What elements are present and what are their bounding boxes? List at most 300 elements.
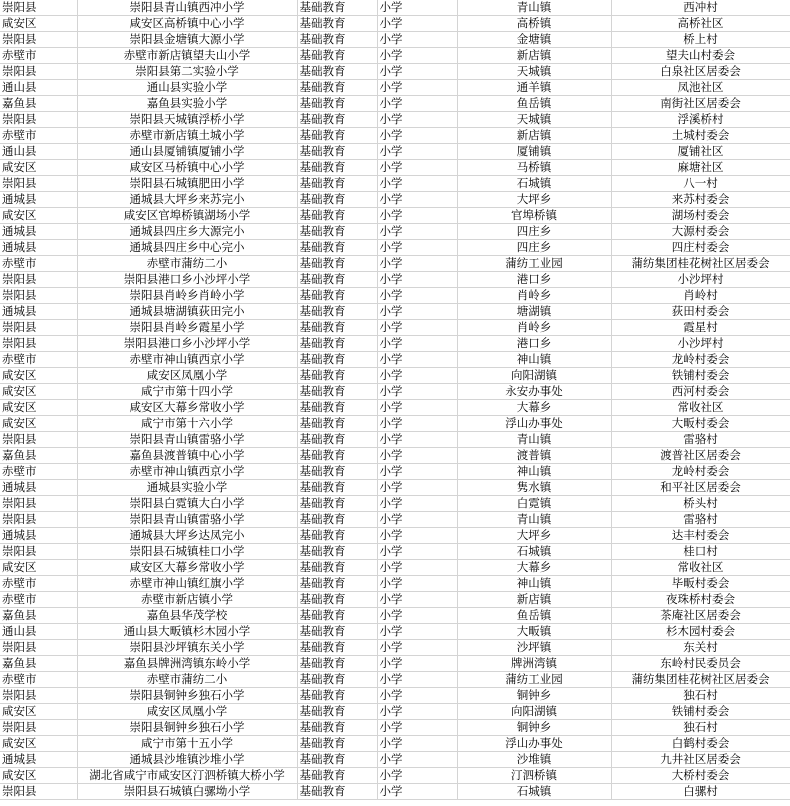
county-cell[interactable]: 咸安区 xyxy=(0,368,77,384)
township-cell[interactable]: 肖岭乡 xyxy=(457,320,611,336)
township-cell[interactable]: 厦铺镇 xyxy=(457,144,611,160)
county-cell[interactable]: 通城县 xyxy=(0,192,77,208)
county-cell[interactable]: 崇阳县 xyxy=(0,320,77,336)
school-level-cell[interactable]: 小学 xyxy=(377,544,457,560)
school-level-cell[interactable]: 小学 xyxy=(377,304,457,320)
school-name-cell[interactable]: 崇阳县港口乡小沙坪小学 xyxy=(77,336,297,352)
school-level-cell[interactable]: 小学 xyxy=(377,48,457,64)
education-type-cell[interactable]: 基础教育 xyxy=(297,384,377,400)
education-type-cell[interactable]: 基础教育 xyxy=(297,432,377,448)
school-name-cell[interactable]: 崇阳县石城镇桂口小学 xyxy=(77,544,297,560)
community-cell[interactable]: 常收社区 xyxy=(611,560,790,576)
school-name-cell[interactable]: 嘉鱼县华茂学校 xyxy=(77,608,297,624)
county-cell[interactable]: 崇阳县 xyxy=(0,0,77,16)
school-level-cell[interactable]: 小学 xyxy=(377,32,457,48)
community-cell[interactable]: 白骡村 xyxy=(611,784,790,800)
community-cell[interactable]: 和平社区居委会 xyxy=(611,480,790,496)
education-type-cell[interactable]: 基础教育 xyxy=(297,80,377,96)
township-cell[interactable]: 鱼岳镇 xyxy=(457,608,611,624)
school-name-cell[interactable]: 崇阳县铜钟乡独石小学 xyxy=(77,688,297,704)
community-cell[interactable]: 蒲纺集团桂花树社区居委会 xyxy=(611,672,790,688)
school-name-cell[interactable]: 嘉鱼县牌洲湾镇东岭小学 xyxy=(77,656,297,672)
community-cell[interactable]: 独石村 xyxy=(611,720,790,736)
school-name-cell[interactable]: 崇阳县青山镇雷骆小学 xyxy=(77,512,297,528)
school-level-cell[interactable]: 小学 xyxy=(377,352,457,368)
community-cell[interactable]: 大源村委会 xyxy=(611,224,790,240)
school-name-cell[interactable]: 湖北省咸宁市咸安区汀泗桥镇大桥小学 xyxy=(77,768,297,784)
school-name-cell[interactable]: 赤壁市神山镇西京小学 xyxy=(77,464,297,480)
county-cell[interactable]: 崇阳县 xyxy=(0,640,77,656)
community-cell[interactable]: 四庄村委会 xyxy=(611,240,790,256)
school-name-cell[interactable]: 咸宁市第十四小学 xyxy=(77,384,297,400)
county-cell[interactable]: 咸安区 xyxy=(0,416,77,432)
school-name-cell[interactable]: 崇阳县白霓镇大白小学 xyxy=(77,496,297,512)
education-type-cell[interactable]: 基础教育 xyxy=(297,720,377,736)
county-cell[interactable]: 通城县 xyxy=(0,224,77,240)
education-type-cell[interactable]: 基础教育 xyxy=(297,176,377,192)
township-cell[interactable]: 港口乡 xyxy=(457,272,611,288)
community-cell[interactable]: 凤池社区 xyxy=(611,80,790,96)
township-cell[interactable]: 青山镇 xyxy=(457,432,611,448)
school-name-cell[interactable]: 通城县大坪乡来苏完小 xyxy=(77,192,297,208)
school-level-cell[interactable]: 小学 xyxy=(377,336,457,352)
community-cell[interactable]: 桂口村 xyxy=(611,544,790,560)
school-name-cell[interactable]: 赤壁市神山镇红旗小学 xyxy=(77,576,297,592)
school-name-cell[interactable]: 通山县大畈镇杉木园小学 xyxy=(77,624,297,640)
county-cell[interactable]: 咸安区 xyxy=(0,736,77,752)
township-cell[interactable]: 大畈镇 xyxy=(457,624,611,640)
education-type-cell[interactable]: 基础教育 xyxy=(297,48,377,64)
township-cell[interactable]: 沙坪镇 xyxy=(457,640,611,656)
community-cell[interactable]: 达丰村委会 xyxy=(611,528,790,544)
school-level-cell[interactable]: 小学 xyxy=(377,432,457,448)
county-cell[interactable]: 崇阳县 xyxy=(0,688,77,704)
school-name-cell[interactable]: 赤壁市新店镇土城小学 xyxy=(77,128,297,144)
school-name-cell[interactable]: 崇阳县天城镇浮桥小学 xyxy=(77,112,297,128)
education-type-cell[interactable]: 基础教育 xyxy=(297,112,377,128)
county-cell[interactable]: 赤壁市 xyxy=(0,48,77,64)
community-cell[interactable]: 龙岭村委会 xyxy=(611,464,790,480)
school-level-cell[interactable]: 小学 xyxy=(377,96,457,112)
county-cell[interactable]: 崇阳县 xyxy=(0,272,77,288)
school-level-cell[interactable]: 小学 xyxy=(377,256,457,272)
county-cell[interactable]: 崇阳县 xyxy=(0,544,77,560)
school-level-cell[interactable]: 小学 xyxy=(377,608,457,624)
township-cell[interactable]: 大坪乡 xyxy=(457,192,611,208)
township-cell[interactable]: 隽水镇 xyxy=(457,480,611,496)
education-type-cell[interactable]: 基础教育 xyxy=(297,624,377,640)
township-cell[interactable]: 四庄乡 xyxy=(457,240,611,256)
community-cell[interactable]: 西河村委会 xyxy=(611,384,790,400)
county-cell[interactable]: 崇阳县 xyxy=(0,176,77,192)
township-cell[interactable]: 沙堆镇 xyxy=(457,752,611,768)
township-cell[interactable]: 新店镇 xyxy=(457,128,611,144)
school-name-cell[interactable]: 赤壁市神山镇西京小学 xyxy=(77,352,297,368)
education-type-cell[interactable]: 基础教育 xyxy=(297,368,377,384)
township-cell[interactable]: 港口乡 xyxy=(457,336,611,352)
community-cell[interactable]: 铁铺村委会 xyxy=(611,704,790,720)
school-name-cell[interactable]: 赤壁市新店镇望夫山小学 xyxy=(77,48,297,64)
community-cell[interactable]: 望夫山村委会 xyxy=(611,48,790,64)
education-type-cell[interactable]: 基础教育 xyxy=(297,640,377,656)
education-type-cell[interactable]: 基础教育 xyxy=(297,512,377,528)
school-name-cell[interactable]: 咸宁市第十六小学 xyxy=(77,416,297,432)
community-cell[interactable]: 麻塘社区 xyxy=(611,160,790,176)
education-type-cell[interactable]: 基础教育 xyxy=(297,480,377,496)
county-cell[interactable]: 崇阳县 xyxy=(0,720,77,736)
township-cell[interactable]: 青山镇 xyxy=(457,0,611,16)
community-cell[interactable]: 小沙坪村 xyxy=(611,336,790,352)
township-cell[interactable]: 蒲纺工业园 xyxy=(457,256,611,272)
township-cell[interactable]: 渡普镇 xyxy=(457,448,611,464)
community-cell[interactable]: 毕畈村委会 xyxy=(611,576,790,592)
township-cell[interactable]: 汀泗桥镇 xyxy=(457,768,611,784)
county-cell[interactable]: 崇阳县 xyxy=(0,496,77,512)
school-level-cell[interactable]: 小学 xyxy=(377,672,457,688)
school-name-cell[interactable]: 咸安区马桥镇中心小学 xyxy=(77,160,297,176)
school-name-cell[interactable]: 咸安区大幕乡常收小学 xyxy=(77,560,297,576)
education-type-cell[interactable]: 基础教育 xyxy=(297,240,377,256)
education-type-cell[interactable]: 基础教育 xyxy=(297,496,377,512)
community-cell[interactable]: 雷骆村 xyxy=(611,432,790,448)
education-type-cell[interactable]: 基础教育 xyxy=(297,144,377,160)
school-name-cell[interactable]: 赤壁市蒲纺二小 xyxy=(77,256,297,272)
school-level-cell[interactable]: 小学 xyxy=(377,624,457,640)
township-cell[interactable]: 浮山办事处 xyxy=(457,416,611,432)
education-type-cell[interactable]: 基础教育 xyxy=(297,16,377,32)
township-cell[interactable]: 鱼岳镇 xyxy=(457,96,611,112)
education-type-cell[interactable]: 基础教育 xyxy=(297,272,377,288)
school-level-cell[interactable]: 小学 xyxy=(377,784,457,800)
township-cell[interactable]: 塘湖镇 xyxy=(457,304,611,320)
school-level-cell[interactable]: 小学 xyxy=(377,64,457,80)
school-name-cell[interactable]: 咸安区凤凰小学 xyxy=(77,368,297,384)
community-cell[interactable]: 九井社区居委会 xyxy=(611,752,790,768)
school-level-cell[interactable]: 小学 xyxy=(377,704,457,720)
township-cell[interactable]: 神山镇 xyxy=(457,576,611,592)
school-level-cell[interactable]: 小学 xyxy=(377,112,457,128)
school-name-cell[interactable]: 咸安区官埠桥镇湖场小学 xyxy=(77,208,297,224)
school-level-cell[interactable]: 小学 xyxy=(377,480,457,496)
community-cell[interactable]: 铁铺村委会 xyxy=(611,368,790,384)
county-cell[interactable]: 嘉鱼县 xyxy=(0,656,77,672)
education-type-cell[interactable]: 基础教育 xyxy=(297,656,377,672)
education-type-cell[interactable]: 基础教育 xyxy=(297,304,377,320)
community-cell[interactable]: 高桥社区 xyxy=(611,16,790,32)
school-name-cell[interactable]: 通城县四庄乡大源完小 xyxy=(77,224,297,240)
county-cell[interactable]: 崇阳县 xyxy=(0,32,77,48)
county-cell[interactable]: 咸安区 xyxy=(0,560,77,576)
education-type-cell[interactable]: 基础教育 xyxy=(297,560,377,576)
education-type-cell[interactable]: 基础教育 xyxy=(297,288,377,304)
school-level-cell[interactable]: 小学 xyxy=(377,288,457,304)
county-cell[interactable]: 崇阳县 xyxy=(0,512,77,528)
community-cell[interactable]: 蒲纺集团桂花树社区居委会 xyxy=(611,256,790,272)
education-type-cell[interactable]: 基础教育 xyxy=(297,528,377,544)
county-cell[interactable]: 通城县 xyxy=(0,528,77,544)
county-cell[interactable]: 赤壁市 xyxy=(0,464,77,480)
school-level-cell[interactable]: 小学 xyxy=(377,208,457,224)
school-name-cell[interactable]: 通城县沙堆镇沙堆小学 xyxy=(77,752,297,768)
county-cell[interactable]: 嘉鱼县 xyxy=(0,96,77,112)
county-cell[interactable]: 赤壁市 xyxy=(0,352,77,368)
county-cell[interactable]: 通城县 xyxy=(0,240,77,256)
community-cell[interactable]: 茶庵社区居委会 xyxy=(611,608,790,624)
community-cell[interactable]: 湖场村委会 xyxy=(611,208,790,224)
education-type-cell[interactable]: 基础教育 xyxy=(297,544,377,560)
community-cell[interactable]: 大畈村委会 xyxy=(611,416,790,432)
township-cell[interactable]: 青山镇 xyxy=(457,512,611,528)
school-name-cell[interactable]: 崇阳县沙坪镇东关小学 xyxy=(77,640,297,656)
education-type-cell[interactable]: 基础教育 xyxy=(297,688,377,704)
county-cell[interactable]: 咸安区 xyxy=(0,384,77,400)
school-name-cell[interactable]: 通城县塘湖镇荻田完小 xyxy=(77,304,297,320)
community-cell[interactable]: 八一村 xyxy=(611,176,790,192)
township-cell[interactable]: 肖岭乡 xyxy=(457,288,611,304)
education-type-cell[interactable]: 基础教育 xyxy=(297,736,377,752)
township-cell[interactable]: 铜钟乡 xyxy=(457,688,611,704)
county-cell[interactable]: 咸安区 xyxy=(0,16,77,32)
county-cell[interactable]: 赤壁市 xyxy=(0,256,77,272)
school-name-cell[interactable]: 崇阳县金塘镇大源小学 xyxy=(77,32,297,48)
school-name-cell[interactable]: 赤壁市蒲纺二小 xyxy=(77,672,297,688)
education-type-cell[interactable]: 基础教育 xyxy=(297,784,377,800)
county-cell[interactable]: 嘉鱼县 xyxy=(0,448,77,464)
county-cell[interactable]: 嘉鱼县 xyxy=(0,608,77,624)
school-level-cell[interactable]: 小学 xyxy=(377,768,457,784)
community-cell[interactable]: 东关村 xyxy=(611,640,790,656)
township-cell[interactable]: 四庄乡 xyxy=(457,224,611,240)
school-name-cell[interactable]: 崇阳县青山镇西冲小学 xyxy=(77,0,297,16)
county-cell[interactable]: 崇阳县 xyxy=(0,336,77,352)
school-name-cell[interactable]: 嘉鱼县实验小学 xyxy=(77,96,297,112)
township-cell[interactable]: 天城镇 xyxy=(457,64,611,80)
education-type-cell[interactable]: 基础教育 xyxy=(297,592,377,608)
county-cell[interactable]: 崇阳县 xyxy=(0,64,77,80)
community-cell[interactable]: 桥头村 xyxy=(611,496,790,512)
county-cell[interactable]: 崇阳县 xyxy=(0,288,77,304)
township-cell[interactable]: 蒲纺工业园 xyxy=(457,672,611,688)
county-cell[interactable]: 赤壁市 xyxy=(0,576,77,592)
school-name-cell[interactable]: 崇阳县青山镇雷骆小学 xyxy=(77,432,297,448)
county-cell[interactable]: 咸安区 xyxy=(0,704,77,720)
county-cell[interactable]: 崇阳县 xyxy=(0,112,77,128)
township-cell[interactable]: 浮山办事处 xyxy=(457,736,611,752)
education-type-cell[interactable]: 基础教育 xyxy=(297,256,377,272)
school-name-cell[interactable]: 咸安区凤凰小学 xyxy=(77,704,297,720)
school-name-cell[interactable]: 赤壁市新店镇小学 xyxy=(77,592,297,608)
school-level-cell[interactable]: 小学 xyxy=(377,640,457,656)
community-cell[interactable]: 龙岭村委会 xyxy=(611,352,790,368)
community-cell[interactable]: 白泉社区居委会 xyxy=(611,64,790,80)
community-cell[interactable]: 来苏村委会 xyxy=(611,192,790,208)
community-cell[interactable]: 霞星村 xyxy=(611,320,790,336)
township-cell[interactable]: 高桥镇 xyxy=(457,16,611,32)
education-type-cell[interactable]: 基础教育 xyxy=(297,704,377,720)
education-type-cell[interactable]: 基础教育 xyxy=(297,192,377,208)
county-cell[interactable]: 赤壁市 xyxy=(0,672,77,688)
community-cell[interactable]: 小沙坪村 xyxy=(611,272,790,288)
township-cell[interactable]: 新店镇 xyxy=(457,592,611,608)
education-type-cell[interactable]: 基础教育 xyxy=(297,336,377,352)
education-type-cell[interactable]: 基础教育 xyxy=(297,608,377,624)
township-cell[interactable]: 向阳湖镇 xyxy=(457,704,611,720)
school-level-cell[interactable]: 小学 xyxy=(377,752,457,768)
education-type-cell[interactable]: 基础教育 xyxy=(297,768,377,784)
community-cell[interactable]: 南街社区居委会 xyxy=(611,96,790,112)
education-type-cell[interactable]: 基础教育 xyxy=(297,448,377,464)
county-cell[interactable]: 咸安区 xyxy=(0,208,77,224)
county-cell[interactable]: 通山县 xyxy=(0,80,77,96)
school-level-cell[interactable]: 小学 xyxy=(377,528,457,544)
education-type-cell[interactable]: 基础教育 xyxy=(297,0,377,16)
township-cell[interactable]: 大坪乡 xyxy=(457,528,611,544)
township-cell[interactable]: 新店镇 xyxy=(457,48,611,64)
education-type-cell[interactable]: 基础教育 xyxy=(297,96,377,112)
education-type-cell[interactable]: 基础教育 xyxy=(297,416,377,432)
township-cell[interactable]: 永安办事处 xyxy=(457,384,611,400)
county-cell[interactable]: 咸安区 xyxy=(0,400,77,416)
community-cell[interactable]: 东岭村民委员会 xyxy=(611,656,790,672)
school-level-cell[interactable]: 小学 xyxy=(377,224,457,240)
school-name-cell[interactable]: 崇阳县第二实验小学 xyxy=(77,64,297,80)
school-level-cell[interactable]: 小学 xyxy=(377,416,457,432)
township-cell[interactable]: 通羊镇 xyxy=(457,80,611,96)
township-cell[interactable]: 神山镇 xyxy=(457,464,611,480)
school-name-cell[interactable]: 通山县实验小学 xyxy=(77,80,297,96)
township-cell[interactable]: 神山镇 xyxy=(457,352,611,368)
community-cell[interactable]: 肖岭村 xyxy=(611,288,790,304)
county-cell[interactable]: 崇阳县 xyxy=(0,784,77,800)
education-type-cell[interactable]: 基础教育 xyxy=(297,752,377,768)
school-name-cell[interactable]: 咸宁市第十五小学 xyxy=(77,736,297,752)
school-name-cell[interactable]: 通城县四庄乡中心完小 xyxy=(77,240,297,256)
township-cell[interactable]: 石城镇 xyxy=(457,784,611,800)
school-level-cell[interactable]: 小学 xyxy=(377,736,457,752)
education-type-cell[interactable]: 基础教育 xyxy=(297,672,377,688)
community-cell[interactable]: 土城村委会 xyxy=(611,128,790,144)
education-type-cell[interactable]: 基础教育 xyxy=(297,128,377,144)
community-cell[interactable]: 常收社区 xyxy=(611,400,790,416)
education-type-cell[interactable]: 基础教育 xyxy=(297,32,377,48)
education-type-cell[interactable]: 基础教育 xyxy=(297,208,377,224)
school-level-cell[interactable]: 小学 xyxy=(377,240,457,256)
county-cell[interactable]: 通山县 xyxy=(0,144,77,160)
county-cell[interactable]: 通城县 xyxy=(0,480,77,496)
school-level-cell[interactable]: 小学 xyxy=(377,160,457,176)
education-type-cell[interactable]: 基础教育 xyxy=(297,224,377,240)
education-type-cell[interactable]: 基础教育 xyxy=(297,576,377,592)
community-cell[interactable]: 西冲村 xyxy=(611,0,790,16)
county-cell[interactable]: 通城县 xyxy=(0,304,77,320)
school-name-cell[interactable]: 崇阳县肖岭乡肖岭小学 xyxy=(77,288,297,304)
school-name-cell[interactable]: 通城县实验小学 xyxy=(77,480,297,496)
school-name-cell[interactable]: 嘉鱼县渡普镇中心小学 xyxy=(77,448,297,464)
township-cell[interactable]: 天城镇 xyxy=(457,112,611,128)
school-level-cell[interactable]: 小学 xyxy=(377,720,457,736)
community-cell[interactable]: 桥上村 xyxy=(611,32,790,48)
school-level-cell[interactable]: 小学 xyxy=(377,656,457,672)
township-cell[interactable]: 金塘镇 xyxy=(457,32,611,48)
township-cell[interactable]: 官埠桥镇 xyxy=(457,208,611,224)
school-name-cell[interactable]: 通山县厦铺镇厦铺小学 xyxy=(77,144,297,160)
education-type-cell[interactable]: 基础教育 xyxy=(297,464,377,480)
township-cell[interactable]: 铜钟乡 xyxy=(457,720,611,736)
community-cell[interactable]: 雷骆村 xyxy=(611,512,790,528)
community-cell[interactable]: 渡普社区居委会 xyxy=(611,448,790,464)
school-name-cell[interactable]: 崇阳县铜钟乡独石小学 xyxy=(77,720,297,736)
school-level-cell[interactable]: 小学 xyxy=(377,144,457,160)
school-level-cell[interactable]: 小学 xyxy=(377,464,457,480)
school-level-cell[interactable]: 小学 xyxy=(377,0,457,16)
school-level-cell[interactable]: 小学 xyxy=(377,384,457,400)
school-level-cell[interactable]: 小学 xyxy=(377,192,457,208)
school-name-cell[interactable]: 咸安区大幕乡常收小学 xyxy=(77,400,297,416)
county-cell[interactable]: 赤壁市 xyxy=(0,128,77,144)
school-level-cell[interactable]: 小学 xyxy=(377,368,457,384)
community-cell[interactable]: 独石村 xyxy=(611,688,790,704)
school-level-cell[interactable]: 小学 xyxy=(377,400,457,416)
school-level-cell[interactable]: 小学 xyxy=(377,576,457,592)
community-cell[interactable]: 浮溪桥村 xyxy=(611,112,790,128)
education-type-cell[interactable]: 基础教育 xyxy=(297,400,377,416)
school-level-cell[interactable]: 小学 xyxy=(377,272,457,288)
school-level-cell[interactable]: 小学 xyxy=(377,592,457,608)
school-level-cell[interactable]: 小学 xyxy=(377,688,457,704)
school-name-cell[interactable]: 崇阳县石城镇肥田小学 xyxy=(77,176,297,192)
county-cell[interactable]: 咸安区 xyxy=(0,160,77,176)
county-cell[interactable]: 咸安区 xyxy=(0,768,77,784)
school-level-cell[interactable]: 小学 xyxy=(377,80,457,96)
county-cell[interactable]: 崇阳县 xyxy=(0,432,77,448)
township-cell[interactable]: 大幕乡 xyxy=(457,560,611,576)
township-cell[interactable]: 石城镇 xyxy=(457,544,611,560)
community-cell[interactable]: 夜珠桥村委会 xyxy=(611,592,790,608)
education-type-cell[interactable]: 基础教育 xyxy=(297,352,377,368)
school-level-cell[interactable]: 小学 xyxy=(377,320,457,336)
school-level-cell[interactable]: 小学 xyxy=(377,16,457,32)
community-cell[interactable]: 厦铺社区 xyxy=(611,144,790,160)
county-cell[interactable]: 赤壁市 xyxy=(0,592,77,608)
community-cell[interactable]: 杉木园村委会 xyxy=(611,624,790,640)
community-cell[interactable]: 大桥村委会 xyxy=(611,768,790,784)
county-cell[interactable]: 通城县 xyxy=(0,752,77,768)
education-type-cell[interactable]: 基础教育 xyxy=(297,64,377,80)
school-level-cell[interactable]: 小学 xyxy=(377,496,457,512)
education-type-cell[interactable]: 基础教育 xyxy=(297,320,377,336)
township-cell[interactable]: 大幕乡 xyxy=(457,400,611,416)
county-cell[interactable]: 通山县 xyxy=(0,624,77,640)
school-level-cell[interactable]: 小学 xyxy=(377,512,457,528)
school-level-cell[interactable]: 小学 xyxy=(377,128,457,144)
community-cell[interactable]: 荻田村委会 xyxy=(611,304,790,320)
school-name-cell[interactable]: 通城县大坪乡达凤完小 xyxy=(77,528,297,544)
school-name-cell[interactable]: 咸安区高桥镇中心小学 xyxy=(77,16,297,32)
township-cell[interactable]: 白霓镇 xyxy=(457,496,611,512)
school-name-cell[interactable]: 崇阳县石城镇白骡坳小学 xyxy=(77,784,297,800)
school-name-cell[interactable]: 崇阳县港口乡小沙坪小学 xyxy=(77,272,297,288)
township-cell[interactable]: 马桥镇 xyxy=(457,160,611,176)
school-name-cell[interactable]: 崇阳县肖岭乡霞星小学 xyxy=(77,320,297,336)
education-type-cell[interactable]: 基础教育 xyxy=(297,160,377,176)
township-cell[interactable]: 向阳湖镇 xyxy=(457,368,611,384)
school-level-cell[interactable]: 小学 xyxy=(377,176,457,192)
school-level-cell[interactable]: 小学 xyxy=(377,560,457,576)
community-cell[interactable]: 白鹤村委会 xyxy=(611,736,790,752)
school-level-cell[interactable]: 小学 xyxy=(377,448,457,464)
township-cell[interactable]: 牌洲湾镇 xyxy=(457,656,611,672)
township-cell[interactable]: 石城镇 xyxy=(457,176,611,192)
